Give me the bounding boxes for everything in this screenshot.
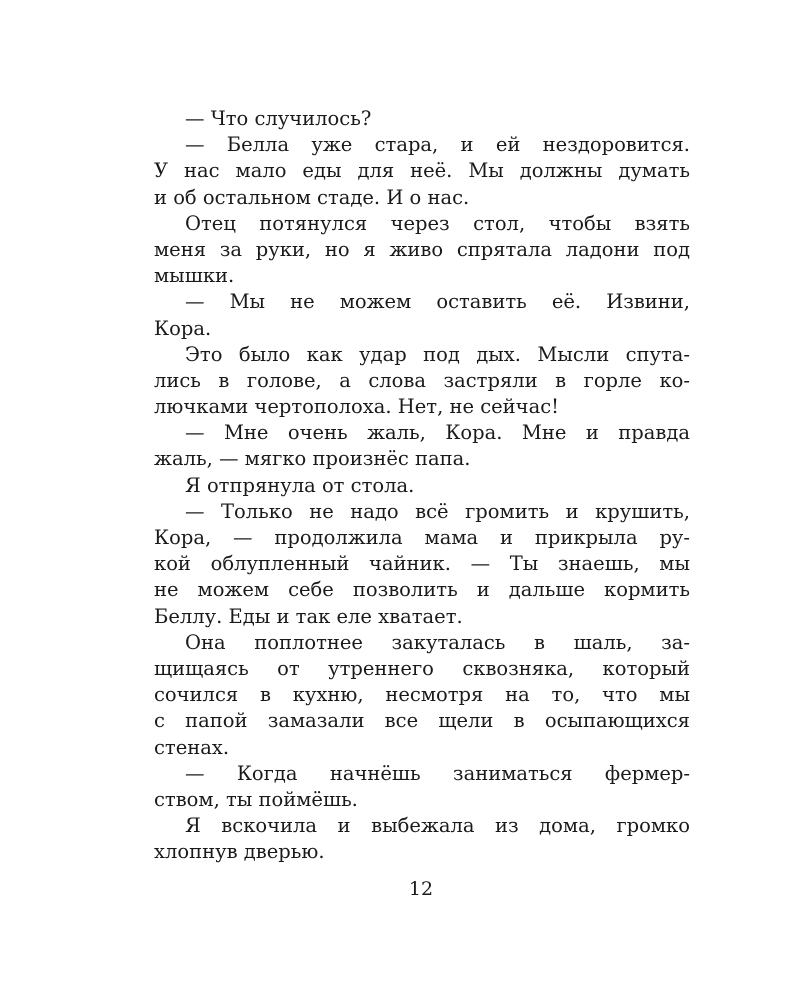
text-line: сочился в кухню, несмотря на то, что мы <box>154 683 690 707</box>
text-line: — Белла уже стара, и ей нездоровится. <box>185 133 690 157</box>
text-line: лись в голове, а слова застряли в горле ко- <box>154 368 690 392</box>
text-line: лючками чертополоха. Нет, не сейчас! <box>154 395 559 419</box>
text-line: жаль, — мягко произнёс папа. <box>154 447 471 471</box>
text-line: Кора. <box>154 316 212 340</box>
text-line: Кора, — продолжила мама и прикрыла ру- <box>154 526 690 549</box>
text-line: — Мы не можем оставить её. Извини, <box>185 290 690 314</box>
text-line: кой облупленный чайник. — Ты знаешь, мы <box>154 552 690 576</box>
body-text <box>154 106 690 865</box>
page-number: 12 <box>408 878 434 900</box>
text-line: — Когда начнёшь заниматься фермер- <box>185 761 690 785</box>
text-line: У нас мало еды для неё. Мы должны думать <box>154 159 690 183</box>
text-line: Я вскочила и выбежала из дома, громко <box>185 814 690 838</box>
text-line: Беллу. Еды и так еле хватает. <box>154 604 463 628</box>
text-line: Отец потянулся через стол, чтобы взять <box>185 211 690 235</box>
text-line: хлопнув дверью. <box>154 840 325 864</box>
text-line: не можем себе позволить и дальше кормить <box>154 578 690 602</box>
text-line: — Только не надо всё громить и крушить, <box>185 499 690 523</box>
text-line: мышки. <box>154 264 235 288</box>
text-line: и об остальном стаде. И о нас. <box>154 185 470 209</box>
text-line: Я отпрянула от стола. <box>185 473 415 497</box>
text-line: щищаясь от утреннего сквозняка, который <box>154 656 690 680</box>
text-line: Это было как удар под дых. Мысли спута- <box>185 342 690 366</box>
text-line: с папой замазали все щели в осыпающихся <box>154 709 690 733</box>
text-line: — Мне очень жаль, Кора. Мне и правда <box>185 421 690 445</box>
text-line: меня за руки, но я живо спрятала ладони под <box>154 237 690 261</box>
text-line: стенах. <box>154 735 230 759</box>
text-line: Она поплотнее закуталась в шаль, за- <box>185 630 690 654</box>
text-line: ством, ты поймёшь. <box>154 787 358 811</box>
text-line: — Что случилось? <box>185 107 372 130</box>
